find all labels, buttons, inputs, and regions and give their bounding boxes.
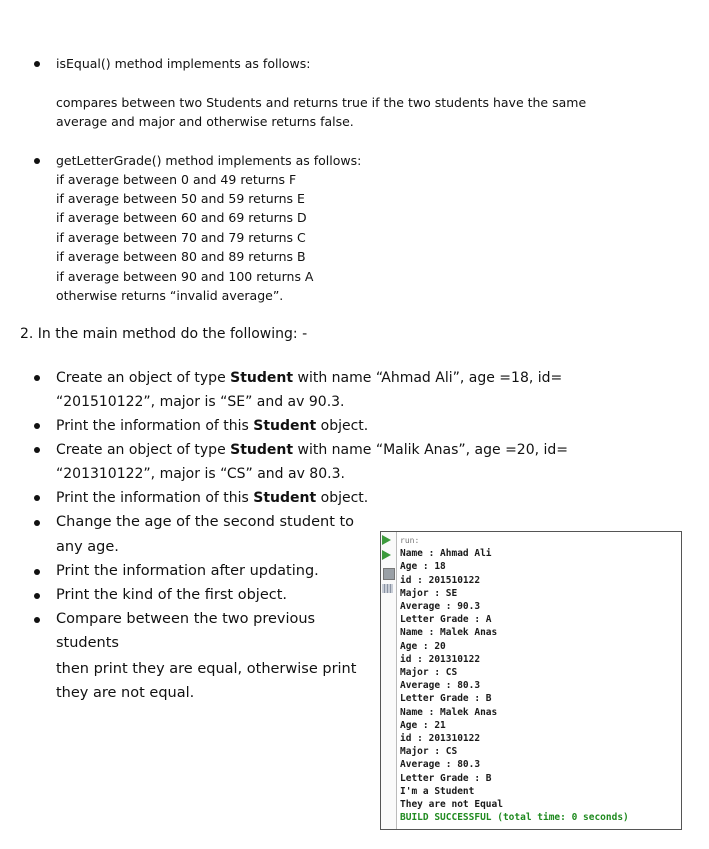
- output-settings-icon[interactable]: [382, 584, 393, 593]
- console-line: id : 201510122: [400, 574, 481, 586]
- task-create-malik-line-2: “201310122”, major is “CS” and av 80.3.: [56, 466, 345, 482]
- task-print-kind: Print the kind of the first object.: [56, 587, 288, 603]
- console-text: [400, 534, 629, 824]
- bullet: [34, 158, 40, 164]
- task-create-malik: Create an object of type Student with name “Malik Anas”, age =20, id=: [56, 442, 569, 458]
- getletter-rule-6: if average between 90 and 100 returns A: [56, 269, 314, 284]
- getletter-rule-3: if average between 60 and 69 returns D: [56, 210, 307, 225]
- task-compare: Compare between the two previous: [56, 611, 316, 627]
- getletter-rule-5: if average between 80 and 89 returns B: [56, 249, 306, 264]
- bullet: [34, 495, 40, 501]
- console-line: id : 201310122: [400, 653, 481, 665]
- console-line: Name : Malek Anas: [400, 627, 498, 639]
- task-change-age-line-2: any age.: [56, 539, 119, 555]
- task-print-updated: Print the information after updating.: [56, 563, 319, 579]
- bullet: [34, 593, 40, 599]
- bullet: [34, 520, 40, 526]
- console-line: Age : 20: [400, 640, 446, 652]
- console-line: Age : 18: [400, 561, 446, 573]
- console-gutter: [381, 532, 397, 829]
- console-line: Major : CS: [400, 667, 458, 679]
- console-output-panel: [380, 531, 682, 830]
- bullet: [34, 617, 40, 623]
- bullet: [34, 447, 40, 453]
- section-2-heading: 2. In the main method do the following: -: [20, 326, 308, 342]
- console-line: id : 201310122: [400, 733, 481, 745]
- run-icon[interactable]: [382, 535, 391, 545]
- task-create-ahmad: Create an object of type Student with name “Ahmad Ali”, age =18, id=: [56, 370, 563, 386]
- console-run-label: run:: [400, 536, 420, 545]
- isequal-desc-line-1: compares between two Students and returns true if the two students have the same: [56, 95, 587, 110]
- task-create-ahmad-line-2: “201510122”, major is “SE” and av 90.3.: [56, 394, 345, 410]
- task-compare-line-2: students: [56, 635, 119, 651]
- console-line: Average : 90.3: [400, 601, 481, 613]
- console-line: Letter Grade : A: [400, 614, 492, 626]
- stop-icon[interactable]: [383, 568, 395, 580]
- bullet: [34, 375, 40, 381]
- console-line: I'm a Student: [400, 785, 475, 797]
- console-line: Average : 80.3: [400, 759, 481, 771]
- bullet: [34, 61, 40, 67]
- isequal-title: isEqual() method implements as follows:: [56, 56, 311, 71]
- console-line: Name : Malek Anas: [400, 706, 498, 718]
- console-line: Age : 21: [400, 719, 446, 731]
- getletter-rule-1: if average between 0 and 49 returns F: [56, 172, 297, 187]
- task-compare-line-4: they are not equal.: [56, 685, 195, 701]
- rerun-icon[interactable]: [382, 550, 391, 560]
- console-line: They are not Equal: [400, 799, 503, 811]
- task-print-second: Print the information of this Student object.: [56, 490, 369, 506]
- getletter-rule-7: otherwise returns “invalid average”.: [56, 288, 284, 303]
- console-line: Major : CS: [400, 746, 458, 758]
- getletter-rule-2: if average between 50 and 59 returns E: [56, 191, 305, 206]
- console-line: Average : 80.3: [400, 680, 481, 692]
- console-build-status: BUILD SUCCESSFUL (total time: 0 seconds): [400, 812, 629, 824]
- task-print-first: Print the information of this Student object.: [56, 418, 369, 434]
- console-line: Name : Ahmad Ali: [400, 548, 492, 560]
- console-line: Major : SE: [400, 587, 458, 599]
- getletter-title: getLetterGrade() method implements as follows:: [56, 153, 362, 168]
- console-line: Letter Grade : B: [400, 772, 492, 784]
- task-compare-line-3: then print they are equal, otherwise print: [56, 661, 357, 677]
- isequal-desc-line-2: average and major and otherwise returns false.: [56, 114, 354, 129]
- getletter-rule-4: if average between 70 and 79 returns C: [56, 230, 306, 245]
- console-line: Letter Grade : B: [400, 693, 492, 705]
- bullet: [34, 569, 40, 575]
- task-change-age: Change the age of the second student to: [56, 514, 355, 530]
- bullet: [34, 423, 40, 429]
